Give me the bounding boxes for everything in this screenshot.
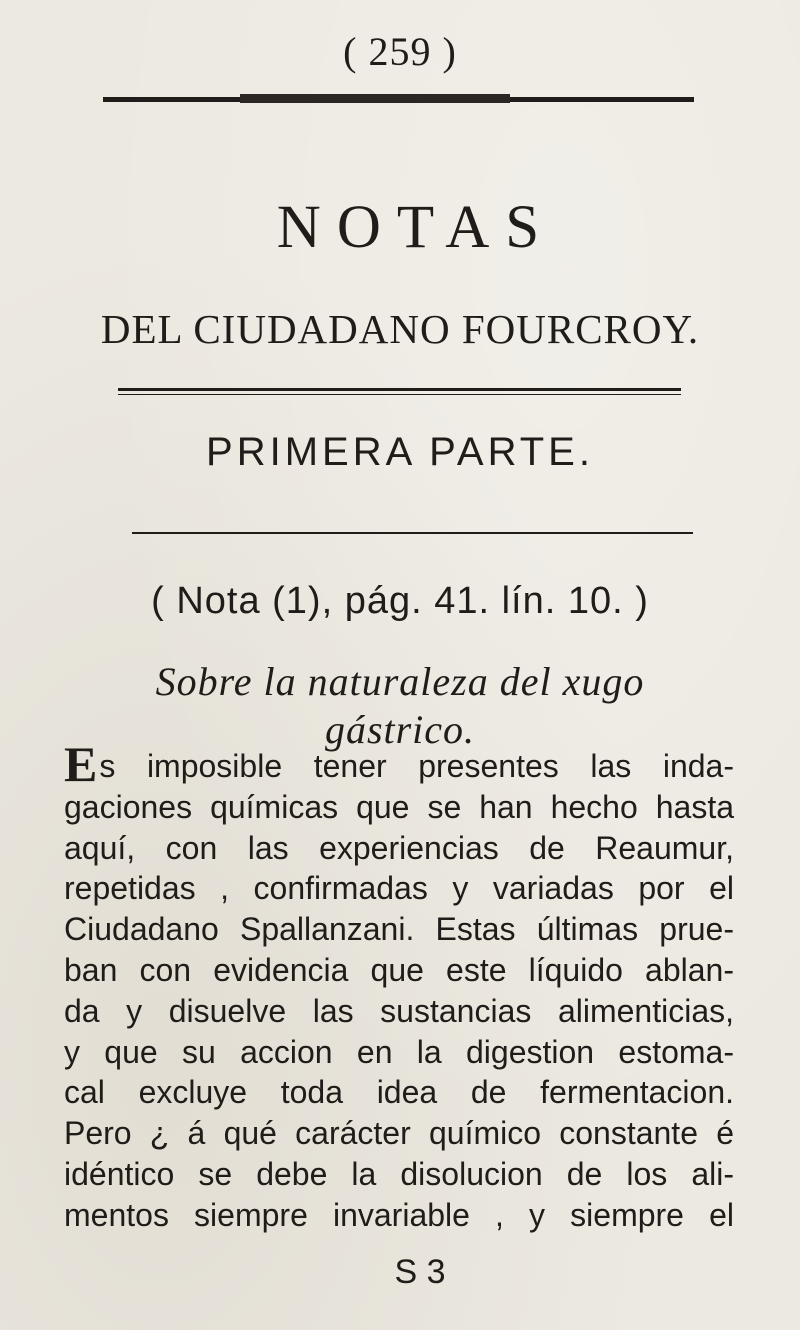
body-line-1 — [64, 736, 734, 792]
body-line-11: idéntico se debe la disolucion de los ali- — [64, 1155, 734, 1192]
body-line-3: aquí, con las experiencias de Reaumur, — [64, 829, 734, 866]
page-title: NOTAS — [276, 194, 556, 261]
double-rule-lower — [118, 394, 681, 395]
section-heading — [0, 658, 800, 754]
signature-mark: S 3 — [394, 1253, 446, 1291]
body-line-9: cal excluye toda idea de fermentacion. — [64, 1074, 734, 1111]
page-subtitle: DEL CIUDADANO FOURCROY. — [100, 306, 700, 352]
body-line-6: ban con evidencia que este líquido ablan- — [64, 951, 734, 988]
drop-cap: E — [64, 736, 98, 792]
heading-line-1: Sobre la naturaleza del xugo — [155, 659, 645, 704]
body-line-4: repetidas , confirmadas y variadas por el — [64, 870, 734, 907]
section-title: PRIMERA PARTE. — [206, 430, 594, 474]
body-line-5: Ciudadano Spallanzani. Estas últimas prue- — [64, 911, 734, 948]
body-line-7: da y disuelve las sustancias alimenticias, — [64, 992, 734, 1029]
body-line-8: y que su accion en la digestion estoma- — [64, 1033, 734, 1070]
body-line-2: gaciones químicas que se han hecho hasta — [64, 788, 734, 825]
page-number: ( 259 ) — [343, 29, 457, 74]
body-paragraph — [64, 736, 734, 1236]
top-rule-ornament — [240, 94, 510, 103]
heading-line-2: gástrico. — [324, 707, 476, 752]
section-rule — [132, 532, 693, 534]
body-line-1-text: s imposible tener presentes las inda- — [99, 748, 734, 784]
double-rule-upper — [118, 388, 681, 391]
body-line-10: Pero ¿ á qué carácter químico constante é — [64, 1115, 734, 1152]
note-reference: ( Nota (1), pág. 41. lín. 10. ) — [151, 580, 649, 622]
body-line-12: mentos siempre invariable , y siempre el — [64, 1196, 734, 1233]
